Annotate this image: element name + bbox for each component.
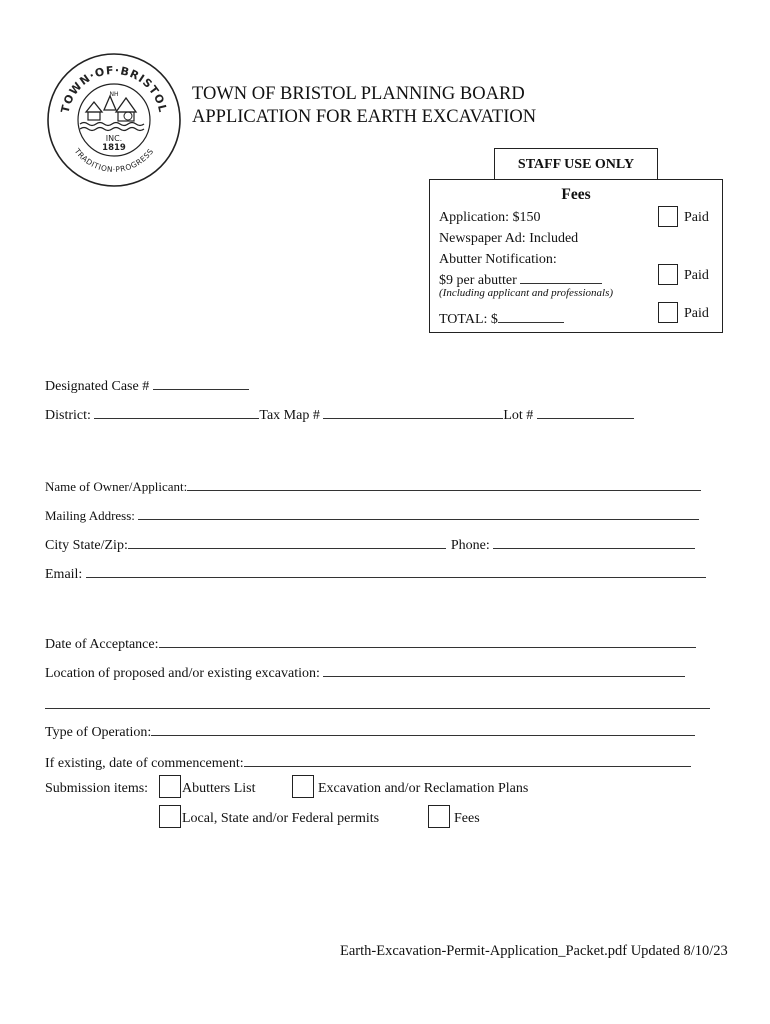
city-phone-row [45, 534, 695, 554]
mailing-address-label: Mailing Address: [45, 508, 139, 523]
city-label: City State/Zip: [45, 538, 128, 553]
staff-use-only-tab: STAFF USE ONLY [494, 148, 658, 179]
fee-abutter-label: Abutter Notification: [439, 252, 557, 267]
commencement-label: If existing, date of commencement: [45, 756, 244, 771]
fee-application: Application: $150 [439, 210, 541, 225]
plans-checkbox[interactable] [292, 775, 314, 798]
district-label: District: [45, 408, 95, 423]
svg-text:1819: 1819 [102, 143, 126, 153]
phone-label: Phone: [450, 538, 494, 553]
fee-newspaper: Newspaper Ad: Included [439, 231, 579, 246]
total-amount-field[interactable] [498, 308, 564, 323]
location-field[interactable] [323, 662, 685, 677]
district-row [45, 404, 634, 424]
paid-total-label: Paid [684, 306, 709, 321]
abutters-list-label: Abutters List [182, 781, 256, 796]
location-row [45, 662, 685, 682]
fee-total-label: TOTAL: $ [439, 312, 498, 327]
abutters-list-checkbox[interactable] [159, 775, 181, 798]
plans-label: Excavation and/or Reclamation Plans [318, 781, 529, 796]
acceptance-label: Date of Acceptance: [45, 637, 159, 652]
email-label: Email: [45, 567, 86, 582]
district-field[interactable] [94, 404, 259, 419]
header-title-line2: APPLICATION FOR EARTH EXCAVATION [192, 107, 537, 127]
city-field[interactable] [128, 534, 446, 549]
svg-text:TOWN·OF·BRISTOL: TOWN·OF·BRISTOL [58, 63, 170, 115]
permits-checkbox[interactable] [159, 805, 181, 828]
operation-label: Type of Operation: [45, 725, 152, 740]
tax-map-label: Tax Map # [259, 408, 324, 423]
lot-field[interactable] [537, 404, 634, 419]
paid-application-checkbox[interactable] [658, 206, 678, 227]
operation-field[interactable] [151, 721, 695, 736]
fees-label: Fees [454, 811, 480, 826]
email-field[interactable] [86, 563, 706, 578]
fee-abutter-note: (Including applicant and professionals) [439, 287, 614, 299]
fee-abutter-rate: $9 per abutter [439, 273, 521, 288]
email-row [45, 563, 706, 583]
footer-filename: Earth-Excavation-Permit-Application_Packet.pdf Updated 8/10/23 [340, 943, 728, 959]
owner-name-field[interactable] [187, 476, 701, 491]
paid-abutter-label: Paid [684, 268, 709, 283]
town-seal-logo [46, 52, 182, 188]
paid-total-checkbox[interactable] [658, 302, 678, 323]
phone-field[interactable] [493, 534, 695, 549]
lot-label: Lot # [503, 408, 537, 423]
fees-box [429, 179, 723, 333]
location-label: Location of proposed and/or existing excavation: [45, 666, 324, 681]
permits-label: Local, State and/or Federal permits [182, 811, 380, 826]
operation-row [45, 721, 695, 741]
svg-text:NH: NH [109, 91, 119, 98]
fees-title: Fees [561, 186, 591, 203]
commencement-row [45, 752, 691, 772]
designated-case-row [45, 375, 249, 395]
fees-checkbox[interactable] [428, 805, 450, 828]
header-title-line1: TOWN OF BRISTOL PLANNING BOARD [192, 84, 525, 104]
acceptance-row [45, 633, 696, 653]
owner-name-label: Name of Owner/Applicant: [45, 479, 188, 494]
svg-text:INC.: INC. [105, 134, 123, 143]
submission-label: Submission items: [45, 781, 149, 796]
svg-text:TRADITION·PROGRESS: TRADITION·PROGRESS [72, 146, 156, 175]
acceptance-field[interactable] [159, 633, 696, 648]
mailing-address-row [45, 505, 699, 524]
paid-application-label: Paid [684, 210, 709, 225]
location-continuation-line[interactable] [45, 708, 710, 709]
tax-map-field[interactable] [323, 404, 503, 419]
paid-abutter-checkbox[interactable] [658, 264, 678, 285]
abutter-amount-field[interactable] [520, 269, 602, 284]
commencement-field[interactable] [244, 752, 691, 767]
owner-name-row [45, 476, 701, 495]
fee-total-row [439, 308, 564, 328]
designated-case-field[interactable] [153, 375, 249, 390]
fee-abutter-rate-row [439, 269, 602, 289]
designated-case-label: Designated Case # [45, 379, 153, 394]
mailing-address-field[interactable] [138, 505, 699, 520]
